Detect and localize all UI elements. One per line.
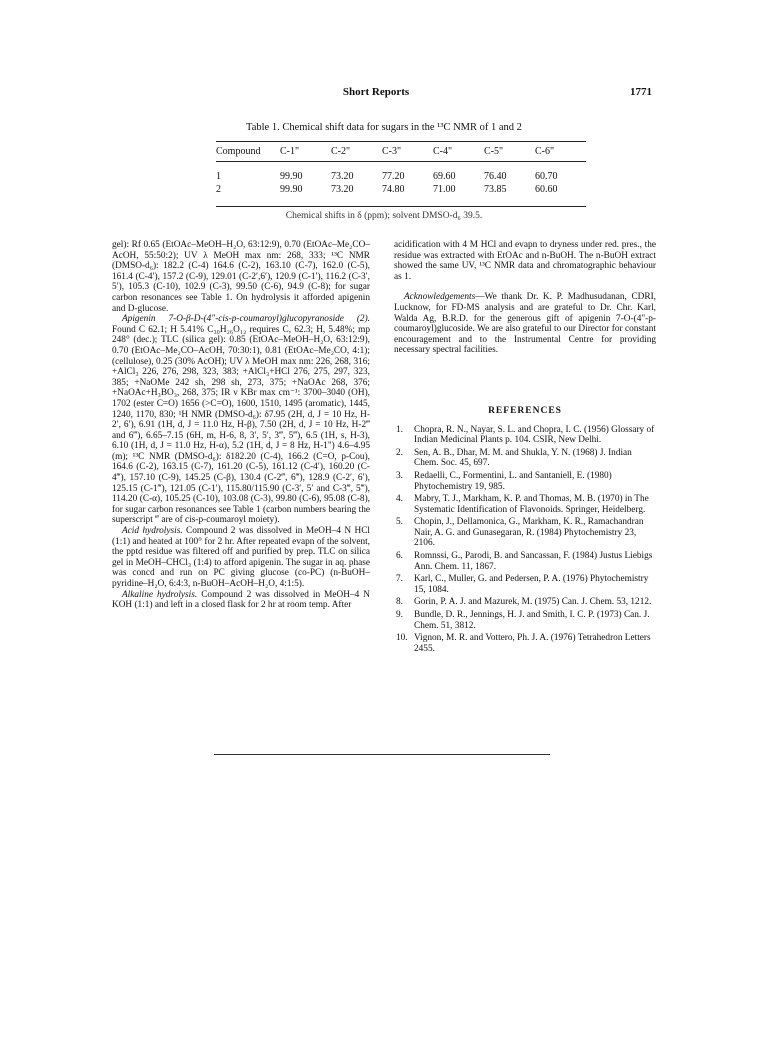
table-cell: 69.60 <box>433 171 456 182</box>
reference-item <box>394 425 656 446</box>
column-header: C-4" <box>433 146 453 157</box>
table-cell: 99.90 <box>280 171 303 182</box>
reference-item <box>394 633 656 654</box>
reference-text: Romnssi, G., Parodi, B. and Sancassan, F. (1984) Justus Liebigs Ann. Chem. 11, 1867. <box>414 551 653 572</box>
column-header: C-1" <box>280 146 300 157</box>
reference-item <box>394 517 656 549</box>
section-heading: Alkaline hydrolysis. <box>122 589 198 600</box>
column-header: C-6" <box>535 146 555 157</box>
reference-text: Gorin, P. A. J. and Mazurek, M. (1975) Can. J. Chem. 53, 1212. <box>414 597 652 608</box>
running-title: Short Reports <box>342 86 410 98</box>
table-row <box>216 183 586 196</box>
acknowledgements-heading: Acknowledgements <box>404 292 476 303</box>
reference-list <box>394 425 656 655</box>
table-cell: 2 <box>216 184 221 195</box>
reference-text: Chopin, J., Dellamonica, G., Markham, K. R., Ramachandran Nair, A. G. and Gunasegaran, R. (1984) Phytochemistry 23, 2106. <box>414 517 644 549</box>
paragraph-text: Found C 62.1; H 5.41% C₃₀H₂₆O₁₂ requires C, 62.3; H, 5.48%; mp 248° (dec.); TLC (silica gel): 0.85 (EtOAc–MeOH–H₂O, 63:12:9), 0.70 (EtOAc–Me₂CO–AcOH, 70:30:1), 0.81 (EtOAc–Me₂CO, 4:1); (cellulose), 0.25 (30% AcOH); UV λ MeOH max nm: 226, 268, 316; +AlCl₃ 226, 276, 298, 323, 383; +AlCl₃+HCl 276, 275, 297, 323, 385; +NaOMe 242 sh, 298 sh, 273, 375; +NaOAc 268, 376; +NaOAc+H₃BO₃, 268, 375; IR ν KBr max cm⁻¹: 3700–3040 (OH), 1702 (ester C=O) 1656 (>C=O), 1600, 1510, 1495 (aromatic), 1445, 1240, 1170, 830; ¹H NMR (DMSO-d₆): δ7.95 (2H, d, J = 10 Hz, H-2′, 6′), 6.91 (1H, d, J = 11.0 Hz, H-β), 7.50 (2H, d, J = 10 Hz, H-2‴ and 6‴), 6.65–7.15 (6H, m, H-6, 8, 3′, 5′, 3‴, 5‴), 6.5 (1H, s, H-3), 6.10 (1H, d, J = 11.0 Hz, H-α), 5.2 (1H, d, J = 8 Hz, H-1") 4.6–4.95 (m); ¹³C NMR (DMSO-d₆): δ182.20 (C-4), 166.2 (C=O, p-Cou), 164.6 (C-2), 163.15 (C-7), 161.20 (C-5), 161.12 (C-4′), 160.20 (C-4‴), 157.10 (C-9), 145.25 (C-β), 130.4 (C-2‴, 6‴), 128.9 (C-2′, 6′), 125.15 (C-1‴), 121.05 (C-1′), 115.80/115.90 (C-3′, 5′ and C-3‴, 5‴), 114.20 (C-α), 105.25 (C-10), 103.08 (C-3), 99.80 (C-6), 95.08 (C-8), for sugar carbon resonances see Table 1 (carbon numbers bearing the superscript ‴ are of cis-p-coumaroyl moiety). <box>112 324 370 526</box>
references-heading: REFERENCES <box>488 405 562 416</box>
compound-heading: Apigenin 7-O-β-D-(4"-cis-p-coumaroyl)glucopyranoside (2). <box>122 314 370 325</box>
paragraph-text: —We thank Dr. K. P. Madhusudanan, CDRI, Lucknow, for FD-MS analysis and are grateful to Dr. Chr. Karl, Walda Ag, B.R.D. for the generous gift of apigenin 7-O-(4"-p-coumaroyl)glucoside. We are also grateful to our Director for constant encouragement and to the Instrumental Centre for providing necessary spectral facilities. <box>394 292 656 356</box>
reference-text: Mabry, T. J., Markham, K. P. and Thomas, M. B. (1970) in The Systematic Identification of Flavonoids. Springer, Heidelberg. <box>414 494 649 515</box>
reference-text: Chopra, R. N., Nayar, S. L. and Chopra, I. C. (1956) Glossary of Indian Medicinal Plants p. 104. CSIR, New Delhi. <box>414 424 655 446</box>
section-heading: Acid hydrolysis. <box>122 526 183 537</box>
reference-item <box>394 610 656 631</box>
reference-item <box>394 448 656 469</box>
reference-number: 8. <box>396 597 403 608</box>
page-bottom-rule <box>214 754 550 755</box>
table-cell: 60.70 <box>535 171 558 182</box>
reference-text: Sen, A. B., Dhar, M. M. and Shukla, Y. N. (1968) J. Indian Chem. Soc. 45, 697. <box>414 447 632 469</box>
body-paragraph: gel): Rf 0.65 (EtOAc–MeOH–H₂O, 63:12:9), 0.70 (EtOAc–Me₂CO–AcOH, 55:50:2); UV λ MeOH max nm: 268, 333; ¹³C NMR (DMSO-d₆): 182.2 (C-4) 164.6 (C-2), 163.10 (C-7), 162.0 (C-5), 161.4 (C-4′), 157.2 (C-9), 129.01 (C-2′,6′), 120.9 (C-1′), 116.2 (C-3′, 5′), 105.3 (C-10), 102.9 (C-3), 99.50 (C-6), 94.9 (C-8); for sugar carbon resonances see Table 1. On hydrolysis it afforded apigenin and D-glucose. <box>112 240 370 314</box>
table-cell: 73.20 <box>331 171 354 182</box>
paragraph-text: Compound 2 was dissolved in MeOH–4 N HCl (1:1) and heated at 100° for 2 hr. After repeated evapn of the solvent, the pptd residue was filtered off and purified by prep. TLC on silica gel in MeOH–CHCl₃ (1:4) to afford apigenin. The sugar in aq. phase was concd and run on PC giving glucose (co-PC) (n-BuOH–pyridine–H₂O, 6:4:3, n-BuOH–AcOH–H₂O, 4:1:5). <box>112 526 370 589</box>
page-number: 1771 <box>630 86 652 98</box>
reference-number: 6. <box>396 551 403 562</box>
table-row <box>216 170 586 183</box>
reference-text: Karl, C., Muller, G. and Pedersen, P. A. (1976) Phytochemistry 15, 1084. <box>414 574 649 595</box>
body-paragraph: acidification with 4 M HCl and evapn to dryness under red. pres., the residue was extracted with EtOAc and n-BuOH. The n-BuOH extract showed the same UV, ¹³C NMR data and chromatographic behaviour as 1. <box>394 240 656 282</box>
reference-number: 9. <box>396 610 403 621</box>
reference-item <box>394 494 656 515</box>
reference-text: Redaelli, C., Formentini, L. and Santaniell, E. (1980) Phytochemistry 19, 985. <box>414 470 612 492</box>
acknowledgements-paragraph <box>394 292 656 356</box>
reference-number: 2. <box>396 447 403 458</box>
table-bottom-rule <box>216 206 586 207</box>
reference-number: 5. <box>396 517 403 528</box>
table-cell: 99.90 <box>280 184 303 195</box>
table-cell: 1 <box>216 171 221 182</box>
table-cell: 74.80 <box>382 184 405 195</box>
column-header: Compound <box>216 146 261 157</box>
table-header-row <box>216 142 586 161</box>
reference-number: 7. <box>396 574 403 585</box>
body-paragraph <box>112 314 370 526</box>
body-paragraph <box>112 590 370 611</box>
body-paragraph <box>112 526 370 590</box>
reference-number: 1. <box>396 424 403 435</box>
right-column <box>394 240 656 656</box>
table-footnote: Chemical shifts in δ (ppm); solvent DMSO-d₆ 39.5. <box>285 211 483 221</box>
shift-table-grid <box>216 142 586 207</box>
table-cell: 73.85 <box>484 184 507 195</box>
reference-number: 4. <box>396 494 403 505</box>
table-cell: 60.60 <box>535 184 558 195</box>
reference-number: 3. <box>396 470 403 481</box>
column-header: C-2" <box>331 146 351 157</box>
table-cell: 76.40 <box>484 171 507 182</box>
reference-item <box>394 574 656 595</box>
table-cell: 71.00 <box>433 184 456 195</box>
reference-number: 10. <box>396 633 408 644</box>
column-header: C-5" <box>484 146 504 157</box>
table-cell: 73.20 <box>331 184 354 195</box>
reference-text: Vignon, M. R. and Vottero, Ph. J. A. (1976) Tetrahedron Letters 2455. <box>414 633 651 654</box>
table-cell: 77.20 <box>382 171 405 182</box>
reference-item <box>394 597 656 608</box>
shift-table <box>216 141 586 207</box>
reference-item <box>394 551 656 572</box>
left-column <box>112 240 370 611</box>
column-header: C-3" <box>382 146 402 157</box>
reference-text: Bundle, D. R., Jennings, H. J. and Smith, I. C. P. (1973) Can. J. Chem. 51, 3812. <box>414 610 650 631</box>
running-header <box>220 86 652 106</box>
reference-item <box>394 471 656 492</box>
paragraph-text: Compound 2 was dissolved in MeOH–4 N KOH (1:1) and left in a closed flask for 2 hr at room temp. After <box>112 589 370 611</box>
table-caption: Table 1. Chemical shift data for sugars in the ¹³C NMR of 1 and 2 <box>246 122 522 133</box>
